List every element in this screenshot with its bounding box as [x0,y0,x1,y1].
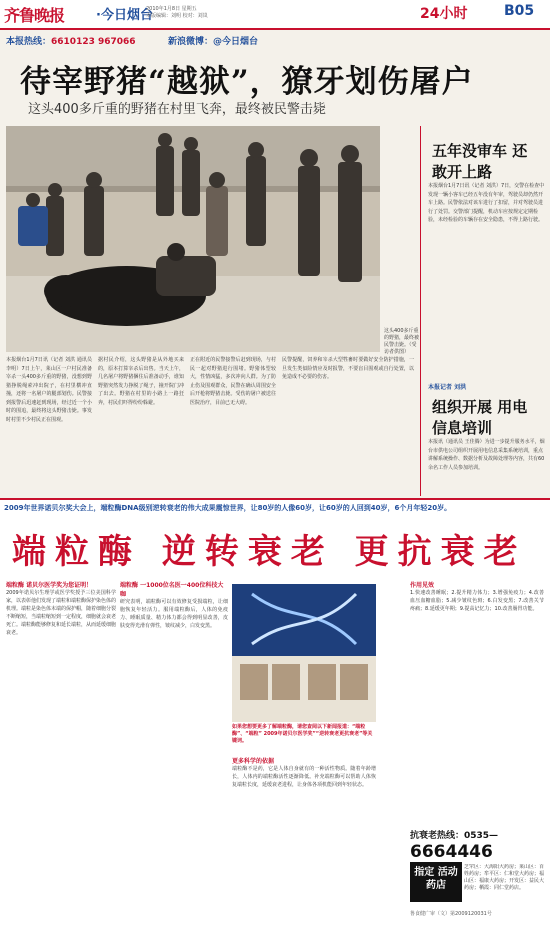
page-header [0,0,550,30]
hours-label: 24小时 [420,6,468,22]
ad-col1-heading: 端粒酶 诺贝尔医学奖为您证明！ [6,582,93,589]
ad-col1-text: 2009年诺贝尔生理学或医学奖授予三位美国科学家，以表彰他们发现了端粒和端粒酶保护染色体的机理。端粒是染色体末端的保护帽，随着细胞分裂不断缩短，当端粒缩短到一定程度，细胞就会衰老死亡。端粒酶能够修复和延长端粒，从而延缓细胞衰老。 [6,590,116,636]
sidebar-story2-text: 本报讯（通讯员 王佳腾）为进一步提升服务水平，烟台市供电公司组织开展用电信息采集系统培训，重点讲解系统操作、数据分析及故障处理等内容，共有60余名工作人员参加培训。 [428,439,545,471]
story-column-3: 正在附近的民警接警后赶到现场，与村民一起对野猪进行围堵。野猪体型较大，性情凶猛，多次冲向人群。为了防止伤及围观群众，民警在确认周围安全后开枪将野猪击毙。受伤的屠户被送往医院治疗，目前已无大碍。 [190,357,276,406]
ad-col3-text: 端粒酶不是药，它是人体自身就有的一种活性物质。随着年龄增长，人体内的端粒酶活性逐渐降低。补充端粒酶可以帮助人体恢复端粒长度，延缓衰老进程，让身体各项机能回到年轻状态。 [232,766,376,788]
story-column-2: 据村民介绍，这头野猪是从外地买来的，原本打算宰杀后出售。当天上午，几名屠户将野猪捆住后准备动手，谁知野猪突然发力挣脱了绳子，撞开院门冲了出去。野猪在村里的小路上一路狂奔，村民们吓得纷纷躲避。 [98,357,184,406]
section-title: ·今日烟台 [96,8,153,23]
ad-phone-number: 6664446 [410,842,493,862]
headline: 待宰野猪“越狱”，獠牙划伤屠户 [20,64,474,100]
ad-column-1 [6,580,116,879]
date-text: 2010年1月8日 星期五 [146,6,197,12]
news-photo [6,126,380,352]
subheadline: 这头400多斤重的野猪在村里飞奔，最终被民警击毙 [28,102,326,117]
ad-image [232,584,376,722]
ad-column-2 [120,580,228,888]
ad-col3-heading: 更多科学的依据 [232,758,275,765]
ad-col4-heading: 作用见效 [410,582,435,589]
ad-approval-number: 鲁食健广审（文）第2009120031号 [410,911,492,917]
sidebar-story1-title: 五年没审车 还敢开上路 [432,142,528,181]
ad-phone-label: 抗衰老热线：0535— [410,831,499,841]
ad-image-caption: 如果您想要更多了解端粒酶，请您查阅以下新闻报道：“端粒酶”、“端粒” 2009年诺贝尔医学奖”“逆转衰老更抗衰老”等关键词。 [232,724,373,744]
ad-col2-heading: 端粒酶 一1000位名医一400位科技大咖 [120,582,224,598]
editor-text: 本版编辑：刘明 校对：刘岚 [146,13,208,19]
hotline-label: 本报热线： [6,37,52,47]
weibo-handle: 新浪微博：@今日烟台 [168,37,259,47]
story-column-1: 本报烟台1月7日讯（记者 刘洪 通讯员 李明）7日上午，莱山区一户村民准备宰杀一头400多斤重的野猪，没想到野猪挣脱绳索冲出院子，在村里横冲直撞，还将一名屠户的腿部划伤。民警接到报警后迅速赶到现场，经过近一个小时的围追，最终将这头野猪击毙。事发时村里不少村民正在围观。 [6,357,92,423]
sidebar-story1-text: 本报烟台1月7日讯（记者 刘洪）7日，交警在检查中发现一辆小客车已经五年没有年审，驾驶员却仍然开车上路。民警依法对该车进行了扣留，并对驾驶员进行了处罚。交警部门提醒，机动车应按规定定期检验，未经检验的车辆存在安全隐患，不得上路行驶。 [428,183,545,223]
ad-store-box: 指定 活动 药店 [410,862,462,902]
sidebar-divider [420,126,421,496]
sidebar-story2-title: 组织开展 用电信息培训 [432,398,528,437]
ad-col2-text: 研究表明，端粒酶可以有效修复受损端粒，让细胞恢复年轻活力。服用端粒酶后，人体的免疫力、睡眠质量、精力体力都会得到明显改善，皮肤变得光滑有弹性，皱纹减少，白发变黑。 [120,599,228,629]
dna-illustration [232,584,376,722]
hotline-numbers: 6610123 967066 [51,37,136,47]
ad-big-title: 端粒酶 逆转衰老 更抗衰老 [12,532,527,572]
hotline [6,34,136,47]
sidebar-story1-credit: 本报记者 刘洪 [428,384,467,391]
date-line [146,6,208,20]
ad-top-line: 2009年世界诺贝尔奖大会上，端粒酶DNA级别逆转衰老的伟大成果震惊世界，让80岁的人像60岁，让60岁的人回到40岁，6个月年轻20岁。 [4,504,452,512]
story-column-4: 民警提醒，饲养和宰杀大型牲畜时要做好安全防护措施，一旦发生类似险情应及时报警，不要盲目围观或自行处置，以免造成不必要的伤害。 [282,357,414,380]
newspaper-logo: 齐鲁晚报 [4,6,65,25]
ad-store-list: 芝罘区：大海阳大药房；莱山区：百姓药房；牟平区：仁和堂大药房；福山区：福康大药房；开发区：益民大药房；栖霞：同仁堂药店。 [464,864,545,891]
photo-caption: 这头400多斤重的野猪，最终被民警击毙。（受访者供图） [384,328,420,355]
page-number: B05 [504,3,535,19]
ad-column-3 [232,756,376,915]
ad-col4-text: 1.快速改善睡眠；2.提升精力体力；3.增强免疫力；4.改善血压血糖血脂；5.减少皱纹色斑；6.白发变黑；7.改善关节疼痛；8.延缓更年期；9.提高记忆力；10.改善肠胃功能。 [410,590,544,612]
boar-scene-image [6,126,380,352]
ad-column-4 [410,580,544,819]
